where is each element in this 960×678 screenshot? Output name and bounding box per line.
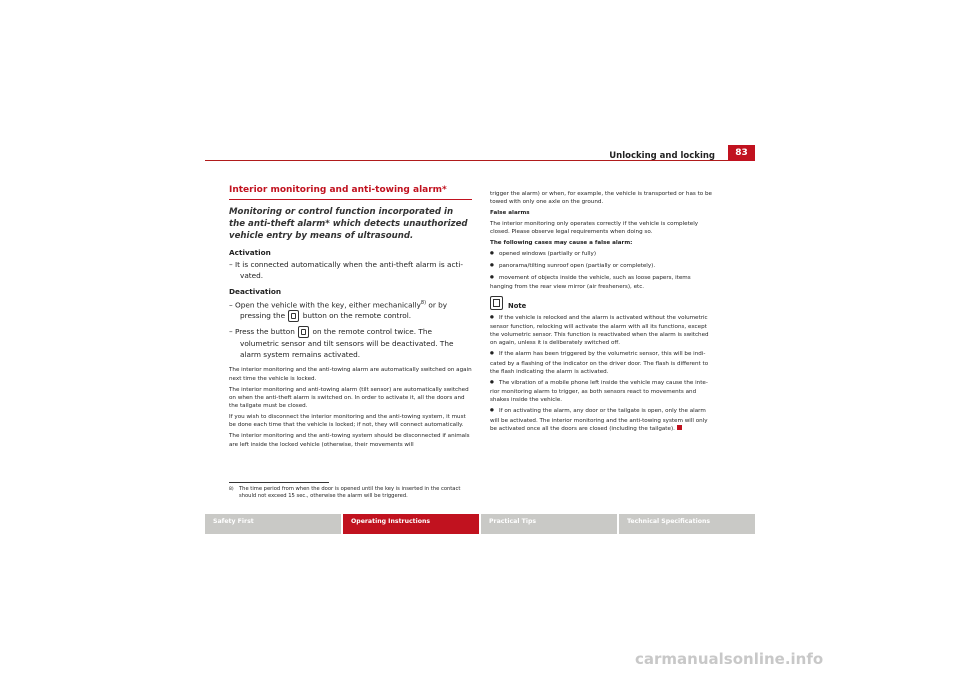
list-item: ● opened windows (partially or fully) <box>490 250 714 259</box>
activation-heading: Activation <box>229 248 271 257</box>
tab-practical-tips[interactable]: Practical Tips <box>481 514 617 534</box>
step-text: on the remote control twice. The volumetric sensor and tilt sensors will be deactivated. The alarm system remains activated. <box>240 327 454 360</box>
deactivation-step-2 <box>229 326 472 360</box>
footnote-text: The time period from when the door is opened until the key is inserted in the contact should not exceed 15 sec., otherwise the alarm will be triggered. <box>239 486 461 500</box>
footer-tabs <box>205 514 755 534</box>
note-item: ● If the alarm has been triggered by the volumetric sensor, this will be indi-cated by a flashing of the indicator on the driver door. The flash is different to the flash indicating the alarm is activated. <box>490 350 714 376</box>
note-text: If on activating the alarm, any door or the tailgate is open, only the alarm will be activated. The interior monitoring and the anti-towing system will only be activated once all the doors are closed (including the tailgate). <box>490 408 708 432</box>
section-subtitle: Monitoring or control function incorporated in the anti-theft alarm* which detects unauthorized vehicle entry by means of ultrasound. <box>229 207 468 241</box>
step-text: or by pressing the <box>240 300 448 321</box>
deactivation-heading: Deactivation <box>229 287 282 296</box>
note-item: ● The vibration of a mobile phone left inside the vehicle may cause the inte-rior monitoring alarm to trigger, as both sensors react to movements and shakes inside the vehicle. <box>490 379 714 405</box>
footnote <box>229 486 474 500</box>
note-item <box>490 407 714 433</box>
tab-safety-first[interactable]: Safety First <box>205 514 341 534</box>
left-column <box>229 185 472 451</box>
paragraph: The interior monitoring and anti-towing alarm (tilt sensor) are automatically switched on when the anti-theft alarm is switched on. In order to activate it, all the doors and the tailgate must be closed. <box>229 386 469 410</box>
paragraph: trigger the alarm) or when, for example, the vehicle is transported or has to be towed with only one axle on the ground. <box>490 191 712 206</box>
paragraph: The interior monitoring and the anti-towing system should be disconnected if animals are left inside the locked vehicle (otherwise, their movements will <box>229 433 470 448</box>
deactivation-step-1 <box>229 298 472 322</box>
note-label: Note <box>508 301 527 310</box>
note-header <box>490 296 714 310</box>
step-text: – Press the button <box>229 327 298 337</box>
footnote-rule <box>229 482 329 483</box>
unlock-button-icon <box>288 310 299 322</box>
false-alarms-heading: False alarms <box>490 210 530 217</box>
activation-step: – It is connected automatically when the anti-theft alarm is acti-vated. <box>229 260 463 280</box>
step-text: button on the remote control. <box>300 311 412 321</box>
end-of-section-icon <box>677 425 682 430</box>
running-header: Unlocking and locking <box>609 151 715 161</box>
list-item: ● panorama/tilting sunroof open (partially or completely). <box>490 262 714 271</box>
note-icon <box>490 296 503 310</box>
section-title: Interior monitoring and anti-towing alarm* <box>229 185 472 200</box>
tab-operating-instructions[interactable]: Operating Instructions <box>343 514 479 534</box>
list-item: ● movement of objects inside the vehicle, such as loose papers, items hanging from the rear view mirror (air fresheners), etc. <box>490 274 714 292</box>
footnote-ref: 8) <box>420 300 427 306</box>
page-number: 83 <box>728 145 755 161</box>
footnote-marker: 8) <box>229 487 234 492</box>
paragraph: If you wish to disconnect the interior monitoring and the anti-towing system, it must be done each time that the vehicle is locked; if not, they will connect automatically. <box>229 414 466 429</box>
paragraph: The interior monitoring and the anti-towing alarm are automatically switched on again next time the vehicle is locked. <box>229 367 472 382</box>
watermark: carmanualsonline.info <box>635 650 824 668</box>
paragraph: The interior monitoring only operates correctly if the vehicle is completely closed. Please observe legal requirements when doing so. <box>490 221 699 236</box>
right-column <box>490 190 714 436</box>
tab-technical-specifications[interactable]: Technical Specifications <box>619 514 755 534</box>
lock-button-icon <box>298 326 309 338</box>
cases-heading: The following cases may cause a false alarm: <box>490 240 633 247</box>
step-text: – Open the vehicle with the key, either mechanically <box>229 300 421 310</box>
note-item: ● If the vehicle is relocked and the alarm is activated without the volumetric sensor function, relocking will activate the alarm with all its functions, except the volumetric sensor. This function is reactivated when the alarm is switched on again, unless it is deliberately switched off. <box>490 314 714 348</box>
